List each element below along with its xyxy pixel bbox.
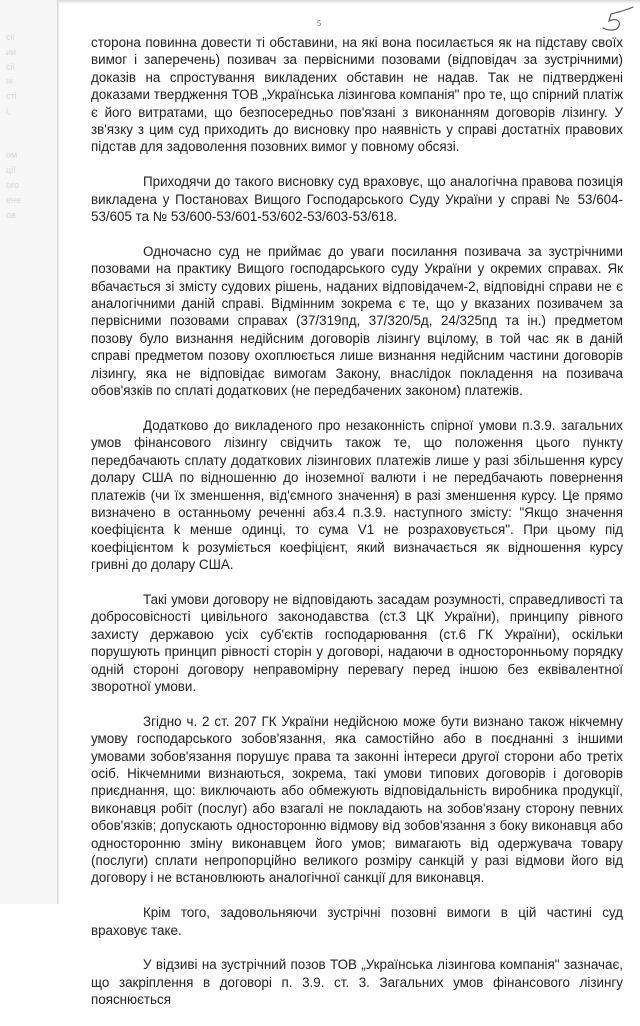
paragraph-clause-3-9: Додатково до викладеного про незаконність спірної умови п.3.9. загальних умов фінансового лізингу свідчить також те, що положення цього пункту передбачають сплату додаткових лізингових платежів лише у разі збільшення курсу долару США по відношенню до іноземної валюти і не передбачають повернення платежів (чи їх зменшення, від'ємного значення) в разі зменшення курсу. Це прямо визначено в останньому реченні абз.4 п.3.9. наступного змісту: "Якщо значення коефіцієнта k менше одинці, то сума V1 не розраховується". При цьому під коефіцієнтом k розуміється коефіцієнт, який визначається як відношення курсу гривні до долару США. [91, 417, 623, 573]
document-body [91, 34, 623, 1026]
page-fold-line [57, 0, 59, 904]
paragraph-counterclaim: Крім того, задовольняючи зустрічні позовні вимоги в цій частині суд враховує таке. [91, 905, 623, 938]
scan-top-edge [0, 0, 640, 4]
adjacent-page-bleed-text: сії ии сії ні сті і, ом ції ого ене ов [6, 32, 21, 220]
paragraph-contract-terms: Такі умови договору не відповідають засадам розумності, справедливості та добросовісності цивільного законодавства (ст.3 ЦК України), принципу рівного захисту державою усіх суб'єктів господарювання (ст.6 ГК України), оскільки порушують принцип рівності сторін у договорі, надаючи в односторонньому порядку одній стороні договору неправомірну перевагу перед іншою без еквівалентної зворотної умови. [91, 591, 623, 694]
adjacent-page-margin [0, 0, 57, 904]
paragraph-continuation: сторона повинна довести ті обставини, на які вона посилається як на підставу своїх вимог і заперечень) позивач за первісними позовами (відповідач за зустрічними) доказів на спростування викладених обставин не надав. Так не підтверджені доказами твердження ТОВ „Українська лізингова компанія" про те, що спірний платіж є його витратами, що безпосередньо пов'язані з виконанням договорів лізингу. У зв'язку з цим суд приходить до висновку про наявність у справі достатніх правових підстав для задоволення позовних вимог у повному обсязі. [91, 35, 623, 155]
paragraph-article-207: Згідно ч. 2 ст. 207 ГК України недійсною може бути визнано також нікчемну умову господарського зобов'язання, яка самостійно або в поєднанні з іншими умовами зобов'язання порушує права та законні інтереси другої сторони або третіх осіб. Нікчемними визнаються, зокрема, такі умови типових договорів і договорів приєднання, що: виключають або обмежують відповідальність виробника продукції, виконавця робіт (послуг) або взагалі не покладають на зобов'язану сторону певних обов'язків; допускають односторонню відмову від зобов'язання з боку виконавця або односторонню зміну виконавцем його умов; вимагають від одержувача товару (послуги) сплати непропорційно великого розміру санкцій у разі відмови його від договору і не встановлюють аналогічної санкції для виконавця. [91, 713, 623, 886]
paragraph-practice-rejection: Одночасно суд не приймає до уваги посилання позивача за зустрічними позовами на практику Вищого господарського суду України у окремих справах. Як вбачається зі змісту судових рішень, наданих відповідачем-2, відповідні справи не є аналогічними даній справі. Відмінним зокрема є те, що у вказаних позивачем за первісними позовами справах (37/319пд, 37/320/5д, 24/325пд та ін.) предметом позову було визнання недійсним договорів лізингу вцілому, в той час як в даній справі предметом позову охоплюється лише визнання недійсним частини договорів лізингу, яка не відповідає вимогам Закону, внаслідок покладення на позивача обов'язків по сплаті додаткових (не передбачених законом) платежів. [91, 243, 623, 399]
page-number: 5 [317, 19, 321, 28]
paragraph-response: У відзиві на зустрічний позов ТОВ „Українська лізингова компанія" зазначає, що закріплення в договорі п. 3.9. ст. 3. Загальних умов фінансового лізингу пояснюється [91, 957, 623, 1008]
paragraph-legal-position: Приходячи до такого висновку суд враховує, що аналогічна правова позиція викладена у Постановах Вищого Господарського Суду України у справі № 53/604-53/605 та № 53/600-53/601-53/602-53/603-53/618. [91, 174, 623, 225]
handwritten-page-number [597, 4, 637, 34]
